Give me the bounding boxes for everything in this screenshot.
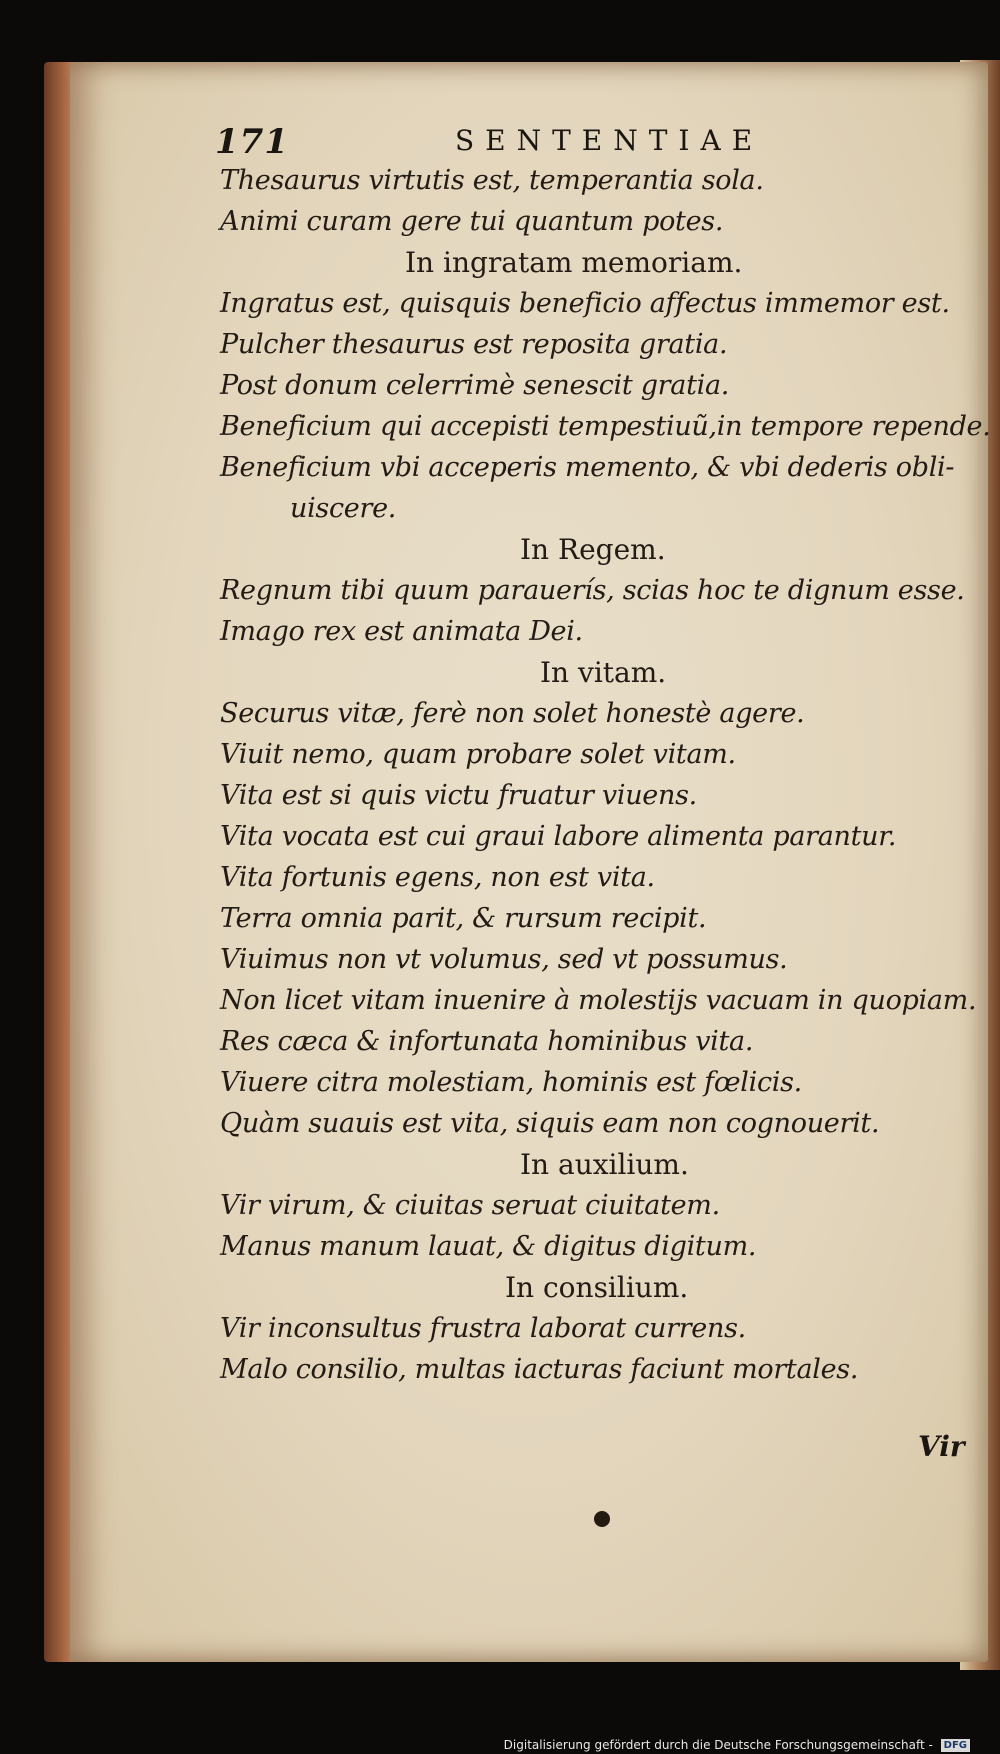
page-header (215, 122, 765, 162)
sentence-line-continuation: uiscere. (290, 493, 397, 524)
sentence-line: Vita fortunis egens, non est vita. (220, 862, 655, 893)
sentence-line: Beneficium vbi acceperis memento, & vbi dederis obli- (220, 452, 955, 483)
sentence-line: Securus vitæ, ferè non solet honestè agere. (220, 698, 805, 729)
catchword: Vir (918, 1430, 965, 1463)
sentence-line: Thesaurus virtutis est, temperantia sola. (220, 165, 764, 196)
section-heading: In vitam. (540, 656, 667, 689)
sentence-line: Imago rex est animata Dei. (220, 616, 583, 647)
sentence-line: Regnum tibi quum parauerís, scias hoc te dignum esse. (220, 575, 965, 606)
sentence-line: Beneficium qui accepisti tempestiuũ,in tempore repende. (220, 411, 991, 442)
sentence-line: Viuimus non vt volumus, sed vt possumus. (220, 944, 788, 975)
sentence-line: Res cæca & infortunata hominibus vita. (220, 1026, 754, 1057)
sentence-line: Vir inconsultus frustra laborat currens. (220, 1313, 746, 1344)
section-heading: In Regem. (520, 533, 666, 566)
text-block (220, 160, 991, 1390)
section-heading: In auxilium. (520, 1148, 689, 1181)
sentence-line: Manus manum lauat, & digitus digitum. (220, 1231, 757, 1262)
sentence-line: Terra omnia parit, & rursum recipit. (220, 903, 707, 934)
running-title: SENTENTIAE (455, 124, 764, 157)
sentence-line: Non licet vitam inuenire à molestijs vacuam in quopiam. (220, 985, 977, 1016)
section-heading: In ingratam memoriam. (405, 246, 743, 279)
sentence-line: Malo consilio, multas iacturas faciunt mortales. (220, 1354, 859, 1385)
page-number: 171 (215, 122, 289, 162)
sentence-line: Animi curam gere tui quantum potes. (220, 206, 724, 237)
sentence-line: Viuit nemo, quam probare solet vitam. (220, 739, 736, 770)
sentence-line: Pulcher thesaurus est reposita gratia. (220, 329, 728, 360)
sentence-line: Vita vocata est cui graui labore alimenta parantur. (220, 821, 897, 852)
ornament-dot (594, 1511, 610, 1527)
sentence-line: Ingratus est, quisquis beneficio affectus immemor est. (220, 288, 950, 319)
digitization-credit (504, 1736, 970, 1754)
credit-text: Digitalisierung gefördert durch die Deutsche Forschungsgemeinschaft - (503, 1738, 933, 1752)
sentence-line: Vita est si quis victu fruatur viuens. (220, 780, 697, 811)
sentence-line: Viuere citra molestiam, hominis est fœlicis. (220, 1067, 802, 1098)
section-heading: In consilium. (505, 1271, 689, 1304)
dfg-logo: DFG (941, 1739, 970, 1752)
sentence-line: Vir virum, & ciuitas seruat ciuitatem. (220, 1190, 720, 1221)
sentence-line: Quàm suauis est vita, siquis eam non cognouerit. (220, 1108, 880, 1139)
sentence-line: Post donum celerrimè senescit gratia. (220, 370, 730, 401)
